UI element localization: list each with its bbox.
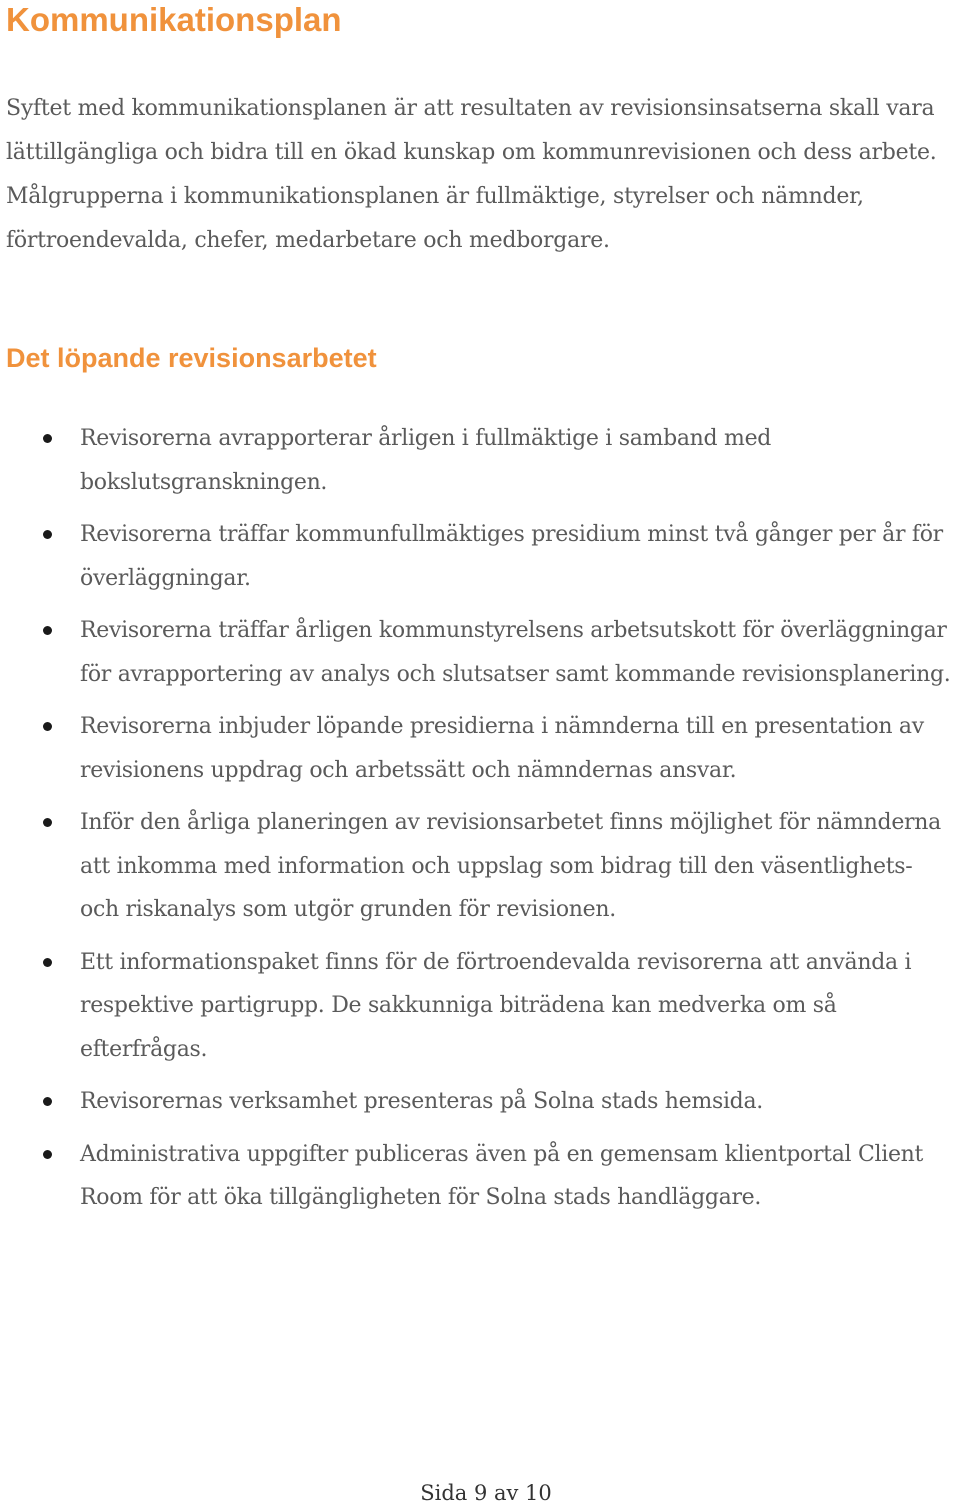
- bullet-icon: [43, 434, 52, 443]
- list-item: [0, 417, 960, 504]
- bullet-icon: [43, 1150, 52, 1159]
- list-item-text: Revisorerna träffar årligen kommunstyrelsens arbetsutskott för överläggningar för avrapportering av analys och slutsatser samt kommande revisionsplanering.: [80, 618, 951, 687]
- page-title: Kommunikationsplan: [6, 1, 342, 38]
- intro-paragraph: Syftet med kommunikationsplanen är att resultaten av revisionsinsatserna skall vara lättillgängliga och bidra till en ökad kunskap om kommunrevisionen och dess arbete. Målgrupperna i kommunikationsplanen är fullmäktige, styrelser och nämnder, förtroendevalda, chefer, medarbetare och medborgare.: [6, 96, 937, 253]
- list-item: [0, 513, 960, 600]
- page-number: Sida 9 av 10: [420, 1481, 552, 1505]
- bullet-list: [0, 417, 960, 1229]
- list-item: [0, 1133, 960, 1220]
- list-item-text: Revisorernas verksamhet presenteras på Solna stads hemsida.: [80, 1089, 763, 1114]
- list-item: [0, 609, 960, 696]
- section-heading: Det löpande revisionsarbetet: [6, 343, 377, 373]
- bullet-icon: [43, 818, 52, 827]
- bullet-icon: [43, 626, 52, 635]
- list-item-text: Revisorerna inbjuder löpande presidierna i nämnderna till en presentation av revisionens uppdrag och arbetssätt och nämndernas ansvar.: [80, 714, 924, 783]
- list-item-text: Ett informationspaket finns för de förtroendevalda revisorerna att använda i respektive partigrupp. De sakkunniga biträdena kan medverka om så efterfrågas.: [80, 949, 912, 1062]
- bullet-icon: [43, 530, 52, 539]
- list-item-text: Revisorerna avrapporterar årligen i fullmäktige i samband med bokslutsgranskningen.: [80, 426, 772, 495]
- list-item-text: Administrativa uppgifter publiceras även på en gemensam klientportal Client Room för att öka tillgängligheten för Solna stads handläggare.: [80, 1141, 924, 1210]
- list-item-text: Revisorerna träffar kommunfullmäktiges presidium minst två gånger per år för överläggningar.: [80, 522, 943, 591]
- bullet-icon: [43, 958, 52, 967]
- bullet-icon: [43, 722, 52, 731]
- list-item: [0, 941, 960, 1072]
- list-item: [0, 705, 960, 792]
- list-item-text: Inför den årliga planeringen av revisionsarbetet finns möjlighet för nämnderna att inkomma med information och uppslag som bidrag till den väsentlighets- och riskanalys som utgör grunden för revisionen.: [80, 810, 941, 922]
- list-item: [0, 1080, 960, 1124]
- list-item: [0, 801, 960, 932]
- bullet-icon: [43, 1097, 52, 1106]
